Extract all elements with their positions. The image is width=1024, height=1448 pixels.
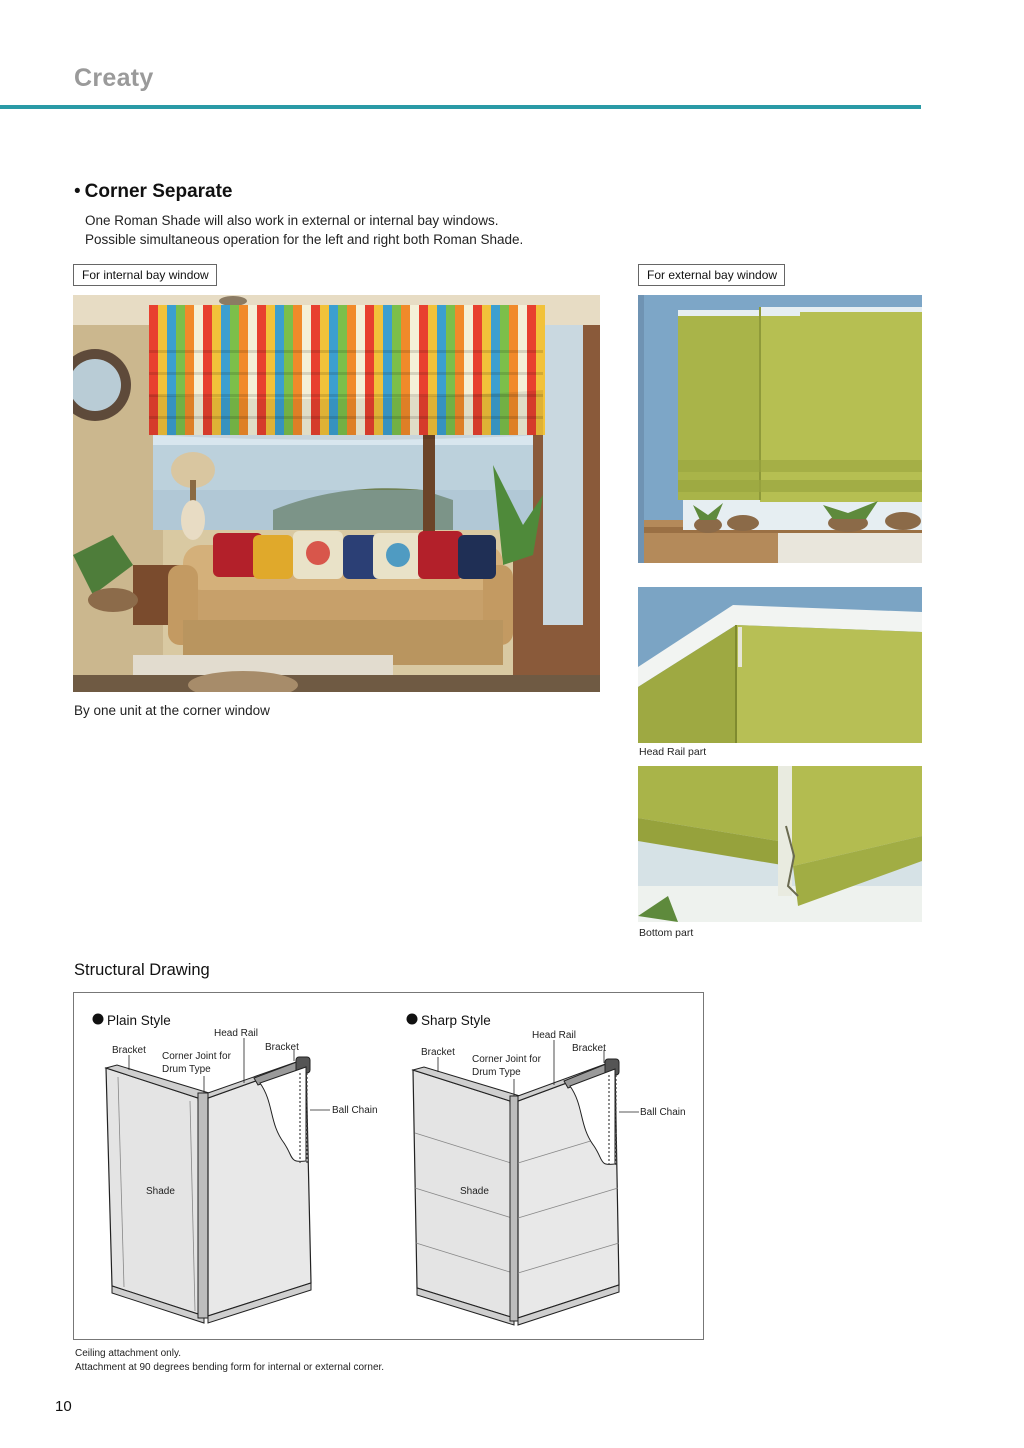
description-line-1: One Roman Shade will also work in external or internal bay windows.: [85, 213, 499, 228]
shade-fold-line: [149, 350, 543, 353]
plain-bullet-icon: [93, 1014, 104, 1025]
striped-roman-shade: [149, 305, 545, 440]
plain-corner-joint-label-2: Drum Type: [162, 1064, 211, 1075]
external-bay-photo: [638, 295, 922, 563]
sharp-bracket-left-label: Bracket: [421, 1047, 455, 1058]
bottom-part-caption: Bottom part: [639, 927, 694, 939]
plain-bracket-left-label: Bracket: [112, 1045, 146, 1056]
sharp-ball-chain-label: Ball Chain: [640, 1107, 686, 1118]
internal-bay-tag: For internal bay window: [73, 264, 217, 286]
section-title-text: Corner Separate: [84, 181, 233, 202]
sharp-corner-joint-label-1: Corner Joint for: [472, 1054, 541, 1065]
plain-bracket-right-label: Bracket: [265, 1042, 299, 1053]
sharp-shade-label: Shade: [460, 1186, 489, 1197]
bottom-part-photo: [638, 766, 922, 922]
structural-drawing-box: [73, 992, 704, 1340]
plain-shade-label: Shade: [146, 1186, 175, 1197]
head-rail-caption: Head Rail part: [639, 746, 707, 758]
brand-title: Creaty: [74, 64, 154, 92]
sharp-style-title: Sharp Style: [421, 1013, 491, 1028]
header-rule: [0, 105, 921, 109]
sharp-corner-joint-label-2: Drum Type: [472, 1067, 521, 1078]
section-description: [85, 211, 523, 249]
structural-drawing-title: Structural Drawing: [74, 961, 210, 979]
external-bay-tag: For external bay window: [638, 264, 785, 286]
head-rail-photo: [638, 587, 922, 743]
internal-bay-caption: By one unit at the corner window: [74, 703, 270, 718]
bullet: •: [74, 181, 81, 202]
shade-fold-line: [149, 372, 543, 375]
page-number: 10: [55, 1398, 72, 1415]
sharp-bullet-icon: [407, 1014, 418, 1025]
sharp-head-rail-label: Head Rail: [532, 1030, 576, 1041]
description-line-2: Possible simultaneous operation for the left and right both Roman Shade.: [85, 232, 524, 247]
plain-ball-chain-label: Ball Chain: [332, 1105, 378, 1116]
plain-style-title: Plain Style: [107, 1013, 171, 1028]
internal-bay-photo: [73, 295, 600, 692]
plain-corner-joint-label-1: Corner Joint for: [162, 1051, 231, 1062]
note-ceiling: Ceiling attachment only.: [75, 1348, 181, 1359]
section-title: [74, 181, 233, 203]
plain-style-diagram: [93, 1013, 378, 1323]
note-attachment: Attachment at 90 degrees bending form for internal or external corner.: [75, 1362, 385, 1373]
sharp-bracket-right-label: Bracket: [572, 1043, 606, 1054]
plain-head-rail-label: Head Rail: [214, 1028, 258, 1039]
sharp-style-diagram: [407, 1013, 686, 1325]
